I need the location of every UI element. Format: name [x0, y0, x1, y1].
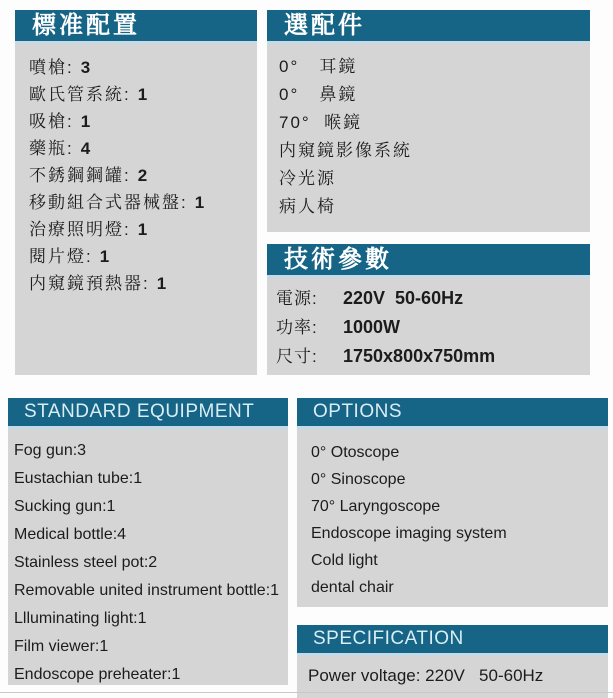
options-cn-list	[267, 44, 590, 221]
item-quantity: 1	[194, 193, 205, 212]
section-title-options-cn: 選配件	[267, 10, 590, 44]
item-quantity: 1	[137, 85, 148, 104]
panel-standard-equipment-en	[8, 398, 288, 685]
options-en-list	[297, 429, 608, 601]
list-item	[29, 243, 257, 270]
list-item: 0° Otoscope	[311, 444, 400, 461]
list-item: Llluminating light:1	[14, 610, 147, 627]
spec-value: 1750x800x750mm	[343, 346, 496, 366]
spec-label: 電源:	[276, 289, 318, 308]
list-item	[29, 216, 257, 243]
section-title-standard-config-cn: 標准配置	[15, 10, 257, 44]
item-label: 噴槍:	[29, 58, 74, 77]
spec-label: 功率:	[276, 318, 318, 337]
item-label: 歐氏管系統:	[29, 85, 131, 104]
list-item: 内窺鏡影像系統	[279, 141, 412, 160]
spec-value: 1000W	[343, 317, 401, 337]
spec-row	[276, 342, 590, 371]
item-quantity: 4	[80, 139, 91, 158]
item-quantity: 1	[80, 112, 91, 131]
section-title-standard-equipment-en: STANDARD EQUIPMENT	[8, 398, 288, 429]
list-item: 冷光源	[279, 169, 336, 188]
list-item: 病人椅	[279, 197, 336, 216]
standard-config-cn-list	[15, 44, 257, 297]
item-quantity: 2	[137, 166, 148, 185]
list-item: Endoscope preheater:1	[14, 666, 181, 683]
list-item	[29, 270, 257, 297]
spec-label: 尺寸:	[276, 347, 318, 366]
list-item: Sucking gun:1	[14, 498, 116, 515]
list-item: 0° 耳鏡	[279, 57, 358, 76]
technical-parameters-cn-table	[267, 278, 590, 371]
list-item: Endoscope imaging system	[311, 525, 507, 542]
list-item	[29, 81, 257, 108]
list-item	[29, 162, 257, 189]
panel-standard-config-cn	[15, 10, 257, 375]
list-item: Stainless steel pot:2	[14, 554, 158, 571]
list-item	[29, 108, 257, 135]
item-label: 吸槍:	[29, 112, 74, 131]
list-item: 0° Sinoscope	[311, 471, 406, 488]
section-title-specification-en: SPECIFICATION	[297, 625, 608, 656]
list-item: 70° Laryngoscope	[311, 498, 441, 515]
specification-en-list	[297, 656, 608, 689]
list-item: Medical bottle:4	[14, 526, 127, 543]
item-label: 閱片燈:	[29, 247, 93, 266]
item-label: 移動組合式器械盤:	[29, 193, 188, 212]
item-quantity: 3	[80, 58, 91, 77]
spec-value: 220V 50-60Hz	[343, 288, 464, 308]
item-label: 不銹鋼鋼罐:	[29, 166, 131, 185]
list-item: 70° 喉鏡	[279, 113, 363, 132]
list-item: Film viewer:1	[14, 638, 109, 655]
panel-options-cn	[267, 10, 590, 232]
list-item	[29, 135, 257, 162]
list-item: Cold light	[311, 552, 378, 569]
item-quantity: 1	[137, 220, 148, 239]
standard-equipment-en-list	[8, 429, 288, 689]
section-title-options-en: OPTIONS	[297, 398, 608, 429]
item-label: 藥瓶:	[29, 139, 74, 158]
list-item: Removable united instrument bottle:1	[14, 582, 280, 599]
panel-technical-parameters-cn	[267, 244, 590, 375]
list-item: Eustachian tube:1	[14, 470, 143, 487]
item-label: 内窺鏡預熱器:	[29, 274, 150, 293]
item-quantity: 1	[99, 247, 110, 266]
bottom-rule	[0, 692, 613, 693]
list-item: 0° 鼻鏡	[279, 85, 358, 104]
spec-row	[276, 284, 590, 313]
panel-specification-en	[297, 625, 608, 698]
item-quantity: 1	[156, 274, 167, 293]
panel-options-en	[297, 398, 608, 607]
list-item: Fog gun:3	[14, 442, 87, 459]
item-label: 治療照明燈:	[29, 220, 131, 239]
section-title-technical-parameters-cn: 技術參數	[267, 244, 590, 278]
list-item	[29, 54, 257, 81]
spec-row: Power voltage: 220V 50-60Hz	[308, 666, 544, 685]
list-item	[29, 189, 257, 216]
spec-row	[276, 313, 590, 342]
list-item: dental chair	[311, 579, 394, 596]
